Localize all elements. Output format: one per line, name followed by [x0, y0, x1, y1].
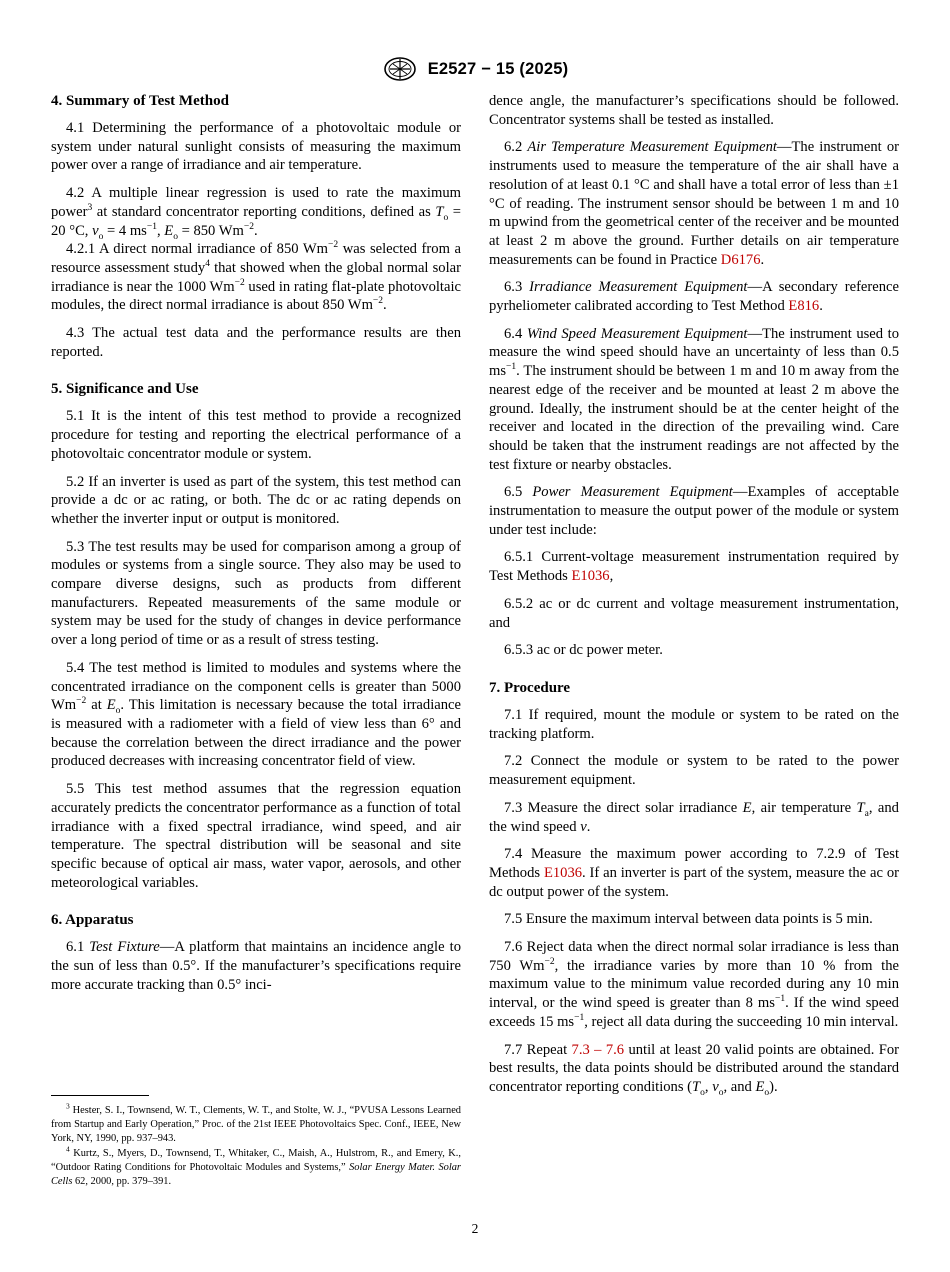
footnote-3: $^3$ Hester, S. I., Townsend, W. T., Clements, W. T., and Stolte, W. J., “PVUSA Lessons Learned from Startup and Early Operation,” Proc. of the 21st IEEE Photovoltaics Spec. Conf., IEEE, New York, NY, 1990, pp. 937–943. — [51, 1101, 461, 1144]
link-e816[interactable]: E816 — [788, 298, 820, 315]
astm-logo-icon — [382, 55, 418, 83]
paragraph-7-2: 7.2 Connect the module or system to be rated to the power measurement equipment. — [489, 753, 899, 789]
footnote-4: $^4$ Kurtz, S., Myers, D., Townsend, T., Whitaker, C., Maish, A., Hulstrom, R., and Emery, K., “Outdoor Rating Conditions for Photovoltaic Modules and Systems,” Solar Energy Mater. Solar Cells 62, 2000, pp. 379–391. — [51, 1144, 461, 1187]
section-5-heading: 5. Significance and Use — [51, 381, 199, 398]
paragraph-6-5: 6.5 Power Measurement Equipment—Examples of acceptable instrumentation to measure the output power of the module or system under test include: — [489, 484, 899, 538]
footnote-ref-3[interactable]: 3 — [87, 202, 93, 213]
paragraph-5-3: 5.3 The test results may be used for comparison among a group of modules or systems from a single source. They also may be used to compare diverse designs, such as products from different manufacturers. Repeated measurements of the same module or system may be used for the study of changes in device performance over a long period of time or as a result of stress testing. — [51, 538, 461, 649]
paragraph-7-3: 7.3 Measure the direct solar irradiance E, air temperature $T_a$, and the wind speed v. — [489, 799, 899, 835]
paragraph-6-1-continued: dence angle, the manufacturer’s specifications should be followed. Concentrator systems shall be tested as installed. — [489, 93, 899, 128]
footnote-rule — [51, 1095, 149, 1096]
paragraph-6-4: 6.4 Wind Speed Measurement Equipment—The instrument used to measure the wind speed should have an uncertainty of less than 0.5 $ms^{-1}$. The instrument should be between 1 m and 10 m away from the nearest edge of the receiver and be mounted at least 2 m above the ground. Ideally, the instrument should be at the center height of the receiver and located in the direction of the prevailing wind. Care should be taken that the instrument readings are not affected by the test fixture or nearby obstacles. — [489, 325, 899, 473]
paragraph-6-5-2: 6.5.2 ac or dc current and voltage measurement instrumentation, and — [489, 595, 899, 631]
footnote-ref-4[interactable]: 4 — [205, 259, 210, 270]
paragraph-4-3: 4.3 The actual test data and the performance results are then reported. — [51, 325, 461, 360]
link-e1036-7-4[interactable]: E1036 — [543, 864, 583, 881]
section-6-heading: 6. Apparatus — [51, 912, 134, 929]
paragraph-5-2: 5.2 If an inverter is used as part of the system, this test method can provide a dc or ac rating, or both. The dc or ac rating depends on whether the inverter input or output is monitored. — [51, 473, 461, 527]
paragraph-7-5: 7.5 Ensure the maximum interval between data points is 5 min. — [504, 911, 873, 928]
right-column — [489, 92, 899, 1106]
paragraph-7-1: 7.1 If required, mount the module or system to be rated on the tracking platform. — [489, 706, 899, 742]
paragraph-4-1: 4.1 Determining the performance of a photovoltaic module or system under natural sunlight consists of measuring the maximum power over a range of irradiance and air temperature. — [51, 120, 461, 174]
page-number: 2 — [471, 1221, 479, 1236]
paragraph-7-4: 7.4 Measure the maximum power according to 7.2.9 of Test Methods E1036. If an inverter is part of the system, measure the ac or dc output power of the system. — [489, 846, 899, 900]
page-header — [0, 54, 950, 84]
standard-designation: E2527 − 15 (2025) — [427, 59, 569, 78]
paragraph-4-2: 4.2 A multiple linear regression is used to rate the maximum power$^3$ at standard concentrator reporting conditions, defined as $T_o = 20$ °C, $v_o = 4$ $ms^{-1}$, $E_o = 850$ $Wm^{-2}$. — [51, 185, 461, 242]
paragraph-6-5-3: 6.5.3 ac or dc power meter. — [504, 642, 663, 659]
link-7-3-7-6[interactable]: 7.3 – 7.6 — [571, 1041, 625, 1058]
link-d6176[interactable]: D6176 — [720, 251, 761, 268]
paragraph-6-3: 6.3 Irradiance Measurement Equipment—A secondary reference pyrheliometer calibrated according to Test Method E816. — [489, 279, 900, 315]
section-4-heading: 4. Summary of Test Method — [51, 93, 229, 109]
paragraph-4-2-1: 4.2.1 A direct normal irradiance of 850 $Wm^{-2}$ was selected from a resource assessment study$^4$ that showed when the global normal solar irradiance is near the 1000 $Wm^{-2}$ used in rating flat-plate photovoltaic modules, the direct normal irradiance is about 850 $Wm^{-2}$. — [51, 240, 461, 314]
paragraph-6-2: 6.2 Air Temperature Measurement Equipment—The instrument or instruments used to measure the temperature of the air shall have a resolution of at least 0.1 °C and shall have a total error of less than ±1 °C of reading. The instrument sensor should be between 1 m and 10 m upwind from the geometrical center of the receiver and be mounted at least 2 m above the ground. Further details on air temperature measurements can be found in Practice D6176. — [489, 139, 899, 268]
paragraph-7-6: 7.6 Reject data when the direct normal solar irradiance is less than 750 $Wm^{-2}$, the irradiance varies by more than 10 % from the maximum value to the minimum value recorded during any 10 min interval, or the wind speed is greater than 8 $ms^{-1}$. If the wind speed exceeds 15 $ms^{-1}$, reject all data during the succeeding 10 min interval. — [489, 939, 899, 1030]
left-column — [51, 92, 461, 1003]
link-e1036[interactable]: E1036 — [571, 568, 610, 585]
paragraph-5-4: 5.4 The test method is limited to modules and systems where the concentrated irradiance on the component cells is greater than 5000 $Wm^{-2}$ at $E_o$. This limitation is necessary because the total irradiance is measured with a radiometer with a field of view less than 6° and because the correlation between the direct irradiance and the power produced decreases with increasing concentrator field of view. — [51, 659, 461, 770]
section-7-heading: 7. Procedure — [489, 679, 571, 696]
footnotes — [51, 1101, 461, 1190]
paragraph-5-5: 5.5 This test method assumes that the regression equation accurately predicts the concentrator performance as a function of total irradiance with a fixed spectral irradiance, wind speed, and air temperature. The spectral distribution will be seasonal and site specific because of optical air mass, water vapor, aerosols, and other meteorological variables. — [51, 781, 461, 891]
paragraph-6-5-1: 6.5.1 Current-voltage measurement instrumentation required by Test Methods E1036, — [489, 549, 899, 585]
paragraph-7-7: 7.7 Repeat 7.3 – 7.6 until at least 20 valid points are obtained. For best results, the data points should be distributed around the standard concentrator reporting conditions ($T_o$, $v_o$, and $E_o$). — [489, 1041, 899, 1098]
paragraph-5-1: 5.1 It is the intent of this test method to provide a recognized procedure for testing and reporting the electrical performance of a photovoltaic concentrator module or system. — [51, 408, 461, 462]
paragraph-6-1: 6.1 Test Fixture—A platform that maintains an incidence angle to the sun of less than 0.5°. If the manufacturer’s specifications require more accurate tracking than 0.5° inci- — [51, 939, 461, 993]
